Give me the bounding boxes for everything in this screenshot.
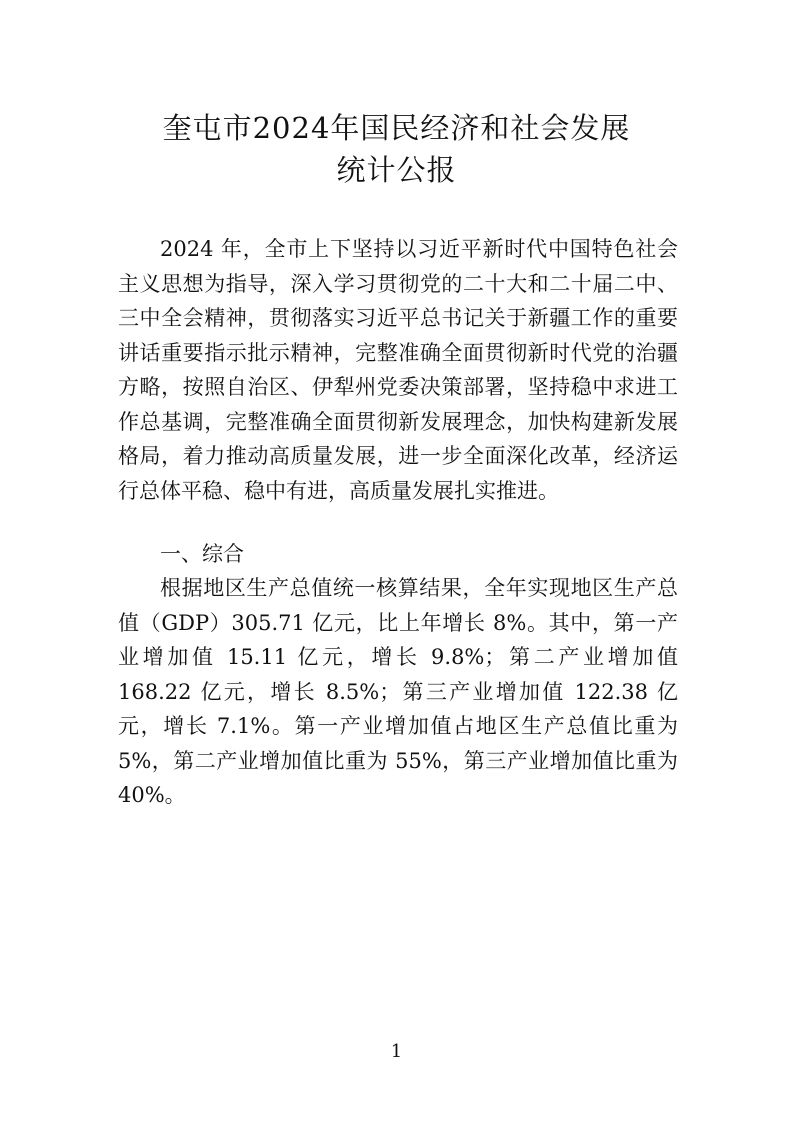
overview-paragraph: 根据地区生产总值统一核算结果，全年实现地区生产总值（GDP）305.71 亿元，比上年增长 8%。其中，第一产业增加值 15.11 亿元，增长 9.8%；第二产业增加值 168.22 亿元，增长 8.5%；第三产业增加值 122.38 亿元，增长 7.1%。第一产业增加值占地区生产总值比重为 5%，第二产业增加值比重为 55%，第三产业增加值比重为 40%。 bbox=[118, 576, 678, 807]
page-number: 1 bbox=[390, 1041, 403, 1062]
intro-section bbox=[118, 232, 678, 508]
section-heading-overview: 一、综合 bbox=[160, 542, 244, 566]
intro-paragraph: 2024 年，全市上下坚持以习近平新时代中国特色社会主义思想为指导，深入学习贯彻党的二十大和二十届二中、三中全会精神，贯彻落实习近平总书记关于新疆工作的重要讲话重要指示批示精神，完整准确全面贯彻新时代党的治疆方略，按照自治区、伊犁州党委决策部署，坚持稳中求进工作总基调，完整准确全面贯彻新发展理念，加快构建新发展格局，着力推动高质量发展，进一步全面深化改革，经济运行总体平稳、稳中有进，高质量发展扎实推进。 bbox=[118, 237, 678, 503]
document-title-line-2: 统计公报 bbox=[336, 153, 457, 187]
overview-section bbox=[118, 571, 678, 813]
document-title-line-1: 奎屯市2024年国民经济和社会发展 bbox=[162, 111, 631, 145]
